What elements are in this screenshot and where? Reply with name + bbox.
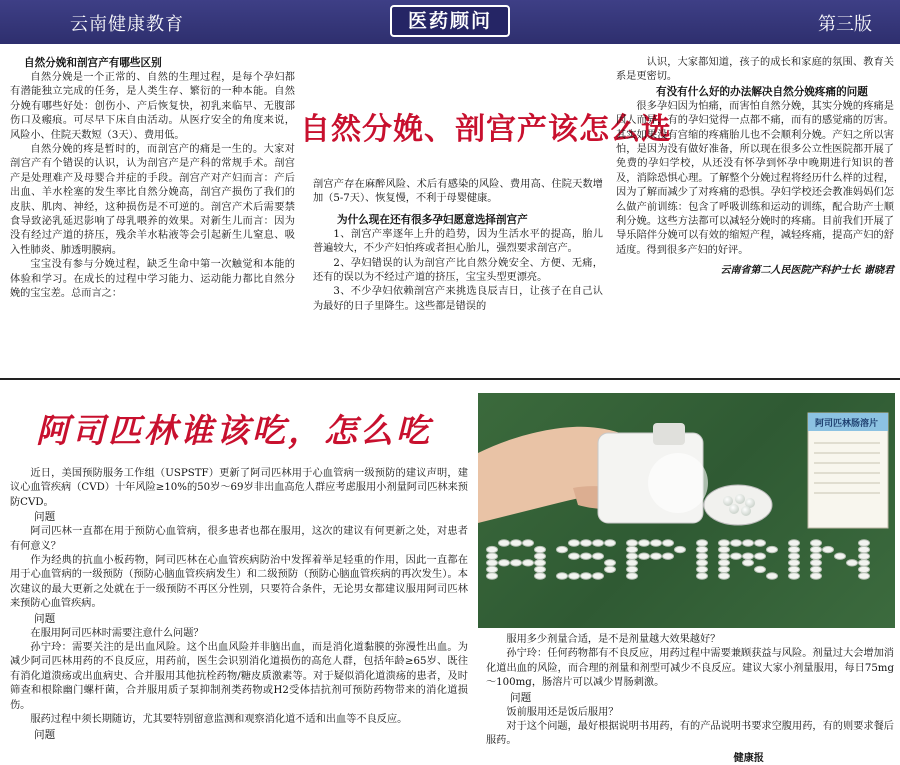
pill-dot	[593, 573, 604, 579]
article1-col1	[10, 56, 295, 302]
article1-subhead1: 自然分娩和剖宫产有哪些区别	[24, 57, 162, 69]
pill-dot	[569, 553, 580, 559]
pill-dot	[731, 540, 742, 546]
pill-dot	[697, 553, 708, 559]
paragraph: 近日，美国预防服务工作组（USPSTF）更新了阿司匹林用于心血管病一级预防的建议声明，建议心血管疾病（CVD）十年风险≥10%的50岁～69岁非出血高危人群应考虑服用小剂量阿司匹林来预防CVD。	[10, 468, 468, 508]
pill-dot	[731, 553, 742, 559]
question-label: 问题	[34, 511, 56, 524]
pill-dot	[789, 566, 800, 572]
pill-dot	[811, 573, 822, 579]
pill-dot	[697, 566, 708, 572]
pill-dot	[789, 573, 800, 579]
bottle-opening	[648, 453, 708, 513]
pill-dot	[487, 553, 498, 559]
question-label: 问题	[34, 612, 56, 625]
pill-dot	[627, 573, 638, 579]
pill-dot	[859, 566, 870, 572]
pill-dot	[535, 573, 546, 579]
pill-dot	[523, 560, 534, 566]
masthead-bar	[0, 0, 900, 44]
pill-dot	[835, 553, 846, 559]
pill-dot	[743, 553, 754, 559]
pill-dot	[823, 546, 834, 552]
pill-dot	[663, 553, 674, 559]
pill-dot	[627, 553, 638, 559]
paragraph: 孙宁玲：任何药物都有不良反应，用药过程中需要兼顾获益与风险。剂量过大会增加消化道出血的风险，而合理的剂量和剂型可减少不良反应。建议大家小剂量服用，每日75mg～100mg，肠溶片可以减少胃肠刺激。	[486, 648, 894, 689]
question-label: 问题	[510, 691, 532, 704]
paragraph: 剖宫产存在麻醉风险、术后有感染的风险、费用高、住院天数增加（5-7天）、恢复慢，不利于母婴健康。	[313, 179, 603, 205]
article1-title: 自然分娩、剖宫产该怎么选	[300, 112, 672, 147]
pill-dot	[605, 540, 616, 546]
paragraph: 1、剖宫产率逐年上升的趋势，因为生活水平的提高，胎儿普遍较大，不少产妇怕疼或者担心胎儿，强烈要求剖宫产。	[313, 228, 603, 255]
aspirin-illustration	[478, 393, 895, 628]
pill-dot	[487, 560, 498, 566]
pill-dot	[719, 573, 730, 579]
paragraph: 服药过程中须长期随访，尤其要特别留意监测和观察消化道不适和出血等不良反应。	[30, 714, 408, 726]
pill-dot	[487, 573, 498, 579]
pill-dot	[535, 566, 546, 572]
pill-dot	[511, 540, 522, 546]
paragraph: 对于这个问题，最好根据说明书用药，有的产品说明书要求空腹用药，有的则要求餐后服药。	[486, 721, 894, 747]
newspaper-name: 云南健康教育	[70, 14, 184, 35]
pill-dot	[651, 540, 662, 546]
article1-byline: 云南省第二人民医院产科护士长 谢晓君	[720, 265, 894, 277]
pill-dot	[499, 540, 510, 546]
pill-dot	[859, 546, 870, 552]
pill-dot	[593, 540, 604, 546]
pill-dot	[511, 560, 522, 566]
pill-dot	[847, 560, 858, 566]
pill-dot	[651, 553, 662, 559]
box-label: 阿司匹林肠溶片	[815, 419, 879, 429]
paragraph: 2、孕妇错误的认为剖宫产比自然分娩安全、方便、无痛，还有的误以为不经过产道的挤压，宝宝头型更漂亮。	[313, 257, 603, 284]
pill-dot	[789, 553, 800, 559]
paragraph: 阿司匹林一直都在用于预防心血管病，很多患者也都在服用，这次的建议有何更新之处，对患者有何意义？	[10, 526, 468, 552]
pill-dot	[811, 553, 822, 559]
article1-col3	[616, 56, 894, 279]
pill-dot	[811, 566, 822, 572]
pill-dot	[487, 566, 498, 572]
pill-dot	[789, 546, 800, 552]
aspirin-photo	[478, 393, 895, 628]
pill-dot	[789, 540, 800, 546]
pill-dot	[557, 546, 568, 552]
pill-dot	[697, 573, 708, 579]
paragraph: 很多孕妇因为怕痛，而害怕自然分娩，其实分娩的疼痛是因人而异，有的孕妇觉得一点都不痛，而有的感觉痛的厉害。其实如果没有宫缩的疼痛胎儿也不会顺利分娩。产妇之所以害怕，是因为没有做好准备，所以现在很多公立性医院都开展了免费的孕妇学校，从还没有怀孕到怀孕中晚期进行知识的普及，消除恐惧心理。了解整个分娩过程将经历什么样的过程，因为了解而减少了对疼痛的恐惧。孕妇学校还会教准妈妈们怎么做产前训练：包含了呼吸训练和运动的训练，配合助产士顺利分娩。这些方法都可以减轻分娩时的疼痛。目前我们开展了导乐陪伴分娩可以有效的缩短产程，减轻疼痛，提高产妇的舒适度。得到很多产妇的好评。	[616, 100, 894, 256]
pill-dot	[719, 553, 730, 559]
pill-dot	[675, 546, 686, 552]
pill-dot	[557, 573, 568, 579]
pill-dot	[859, 573, 870, 579]
pill-dot	[859, 540, 870, 546]
pill-dot	[627, 566, 638, 572]
pill-dot	[569, 573, 580, 579]
pill-dot	[859, 560, 870, 566]
article1-subhead3: 有没有什么好的办法解决自然分娩疼痛的问题	[656, 85, 868, 98]
paragraph: 饭前服用还是饭后服用？	[506, 706, 619, 718]
pill-dot	[581, 573, 592, 579]
pill-dot	[719, 566, 730, 572]
source-credit: 健康报	[733, 751, 764, 764]
pill-dot	[535, 560, 546, 566]
article1-subhead2: 为什么现在还有很多孕妇愿意选择剖宫产	[337, 213, 528, 226]
pill-dot	[743, 560, 754, 566]
pill-dot	[767, 573, 778, 579]
pill-dot	[811, 560, 822, 566]
pill-dot	[593, 553, 604, 559]
article2-right-col	[486, 633, 894, 765]
pill-dot	[581, 540, 592, 546]
article2-title: 阿司匹林谁该吃，怎么吃	[36, 411, 432, 450]
bottle-lid	[704, 485, 772, 525]
article1-col2	[313, 178, 603, 314]
pill-dot	[605, 560, 616, 566]
pill-letters	[487, 540, 870, 579]
pill-dot	[719, 560, 730, 566]
paragraph: 自然分娩是一个正常的、自然的生理过程，是每个孕妇都有潜能独立完成的任务，是人类生存、繁衍的一种本能。自然分娩有哪些好处：创伤小、产后恢复快，初乳来临早、无腹部伤口及瘢痕。可尽早下床自由活动。从医疗安全的角度来说，风险小、住院天数短（3天）、费用低。	[10, 72, 295, 141]
pill-dot	[535, 546, 546, 552]
pill-dot	[523, 540, 534, 546]
section-divider	[0, 378, 900, 380]
pill-dot	[811, 540, 822, 546]
pill-dot	[697, 540, 708, 546]
pill-dot	[755, 566, 766, 572]
pill-dot	[719, 540, 730, 546]
pill-dot	[627, 540, 638, 546]
paragraph: 认识，大家都知道，孩子的成长和家庭的氛围、教育关系是更密切。	[616, 57, 894, 83]
pill-dot	[755, 553, 766, 559]
pill-dot	[719, 546, 730, 552]
paragraph: 在服用阿司匹林时需要注意什么问题？	[30, 627, 204, 639]
pill-dot	[627, 560, 638, 566]
section-title: 医药顾问	[390, 5, 510, 37]
pill-dot	[767, 546, 778, 552]
pill-dot	[789, 560, 800, 566]
paragraph: 3、不少孕妇依赖剖宫产来挑选良辰吉日，让孩子在自己认为最好的日子里降生。这些都是错误的	[313, 286, 603, 312]
pill-dot	[627, 546, 638, 552]
pill-dot	[605, 566, 616, 572]
pill-dot	[697, 560, 708, 566]
pill-dot	[663, 540, 674, 546]
pill-dot	[811, 546, 822, 552]
pill-dot	[859, 553, 870, 559]
question-label: 问题	[34, 728, 56, 741]
pill-dot	[581, 553, 592, 559]
pill-dot	[569, 540, 580, 546]
paragraph: 自然分娩的疼是暂时的，而剖宫产的痛是一生的。大家对剖宫产有个错误的认识，认为剖宫产是产科的常规手术。剖宫产是处理难产及母婴合并症的手段。剖宫产对产妇而言：产后出血、羊水栓塞的发生率比自然分娩高，剖宫产损伤了我们的皮肤、肌肉、神经，这种损伤是不可逆的。剖宫产术后需要禁食导致泌乳延迟影响了母乳喂养的效果。对新生儿而言：因为没有经过产道的挤压，残余羊水粘液等会引起新生儿窒息、吸入性肺炎、肺透明膜病。	[10, 144, 295, 256]
pill-dot	[535, 553, 546, 559]
bottle-cap	[653, 423, 685, 445]
pill-dot	[697, 546, 708, 552]
pill-dot	[743, 540, 754, 546]
article2-left-col	[10, 467, 468, 743]
pill-dot	[499, 560, 510, 566]
paragraph: 服用多少剂量合适，是不是剂量越大效果越好？	[506, 634, 721, 645]
paragraph: 宝宝没有参与分娩过程，缺乏生命中第一次触觉和本能的体验和学习。在成长的过程中学习能力、运动能力都比自然分娩的宝宝差。总而言之：	[10, 259, 295, 300]
pill-dot	[639, 540, 650, 546]
paragraph: 孙宁玲：需要关注的是出血风险。这个出血风险并非脑出血，而是消化道黏膜的弥漫性出血。为减少阿司匹林用药的不良反应，用药前，医生会识别消化道损伤的高危人群，包括年龄≥65岁、既往有消化道溃疡或出血病史、合并服用其他抗栓药物/糖皮质激素等。对于疑似消化道溃疡的患者，及时筛查和根除幽门螺杆菌，合并服用质子泵抑制剂类药物或H2受体拮抗剂可预防药物带来的消化道损伤。	[10, 642, 468, 711]
pill-dot	[755, 540, 766, 546]
pill-dot	[487, 546, 498, 552]
paragraph: 作为经典的抗血小板药物，阿司匹林在心血管疾病防治中发挥着举足轻重的作用，因此一直都在用于心血管病的一级预防（预防心脑血管疾病发生）和二级预防（预防心脑血管疾病的再次发生）。本次建议的最大更新之处就在于一级预防不再区分性别，只要符合条件，无论男女都建议服用阿司匹林来预防心血管疾病。	[10, 555, 468, 610]
pill-dot	[639, 553, 650, 559]
page-number: 第三版	[818, 14, 872, 35]
